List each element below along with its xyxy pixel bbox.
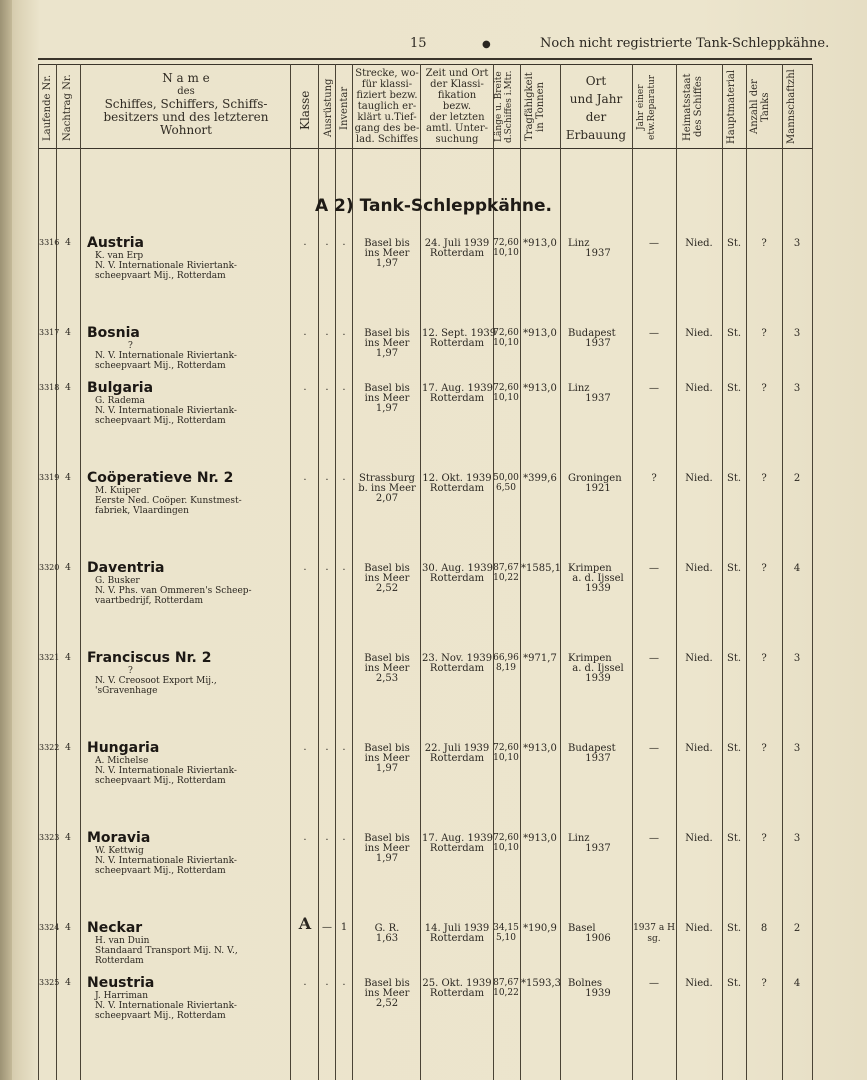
inventar-value: . [342,382,346,393]
anzahl-tanks-value: ? [761,328,767,339]
laenge-breite-line: 72,60 [493,238,519,248]
page-number: 15 [410,36,427,51]
ship-name: Coöperatieve Nr. 2 [87,470,234,486]
ship-detail-line: scheepvaart Mij., Rotterdam [95,776,226,786]
strecke-line: Basel bis [364,238,410,249]
lfd-nr: 3323 [39,833,60,842]
strecke-line: ins Meer [364,248,410,259]
ship-detail-line: scheepvaart Mij., Rotterdam [95,361,226,371]
hauptmaterial-value: St. [726,383,742,394]
laenge-breite-line: 72,60 [493,743,519,753]
nachtrag-nr: 4 [65,563,71,573]
ausruestung-value: — [322,922,332,933]
klasse-value: . [303,327,307,338]
laenge-breite-line: 6,50 [495,483,517,493]
inventar-value: . [342,742,346,753]
strecke-line: ins Meer [364,393,410,404]
zeit-line: Rotterdam [429,248,485,259]
ort-jahr-line: Budapest [568,743,616,754]
ort-jahr-line: 1939 [585,583,611,594]
strecke-line: Basel bis [364,833,410,844]
klasse-value: . [303,562,307,573]
strecke-line: 1,97 [375,403,399,414]
zeit-line: Rotterdam [429,573,485,584]
zeit-line: Rotterdam [429,753,485,764]
ship-detail-line: ? [128,666,133,676]
ship-detail-line: N. V. Creosoot Export Mij., [95,676,217,686]
col-lfd-nr: Laufende Nr. [42,74,53,142]
mannschaft-value: 3 [793,383,801,394]
nachtrag-nr: 4 [65,328,71,338]
zeit-line: 23. Nov. 1939 [422,653,493,664]
ort-jahr-line: Krimpen [568,653,612,664]
anzahl-tanks-value: ? [761,238,767,249]
col-strecke-line: lad. Schiffes [355,134,419,145]
table-row [0,235,867,295]
strecke-line: G. R. [374,923,400,934]
col-strecke-line: klärt u.Tief- [357,112,417,123]
header-bottom-rule [38,148,812,149]
header-rule-2 [38,64,812,65]
hauptmaterial-value: St. [726,563,742,574]
ship-detail-line: A. Michelse [95,756,149,766]
ship-detail-line: Rotterdam [95,956,144,966]
strecke-line: ins Meer [364,573,410,584]
strecke-line: 2,52 [375,998,399,1009]
ort-jahr-line: Bolnes [568,978,603,989]
strecke-line: 1,97 [375,763,399,774]
col-ort-jahr-line: Ort [585,74,607,88]
laenge-breite-line: 10,22 [493,988,519,998]
reparatur-value: — [649,653,659,664]
ship-name: Franciscus Nr. 2 [87,650,212,666]
strecke-line: 1,97 [375,258,399,269]
ort-jahr-line: Linz [568,238,590,249]
heimatstaat-value: Nied. [685,653,713,664]
zeit-line: 25. Okt. 1939 [422,978,492,989]
ship-detail-line: ? [128,341,133,351]
tragfaehigkeit-value: *190,9 [523,923,557,934]
ort-jahr-line: Linz [568,383,590,394]
zeit-line: 17. Aug. 1939 [422,383,493,394]
strecke-line: ins Meer [364,338,410,349]
col-name [84,72,288,137]
ausruestung-value: . [325,382,329,393]
strecke-line: 2,07 [375,493,399,504]
ship-detail-line: 'sGravenhage [95,686,158,696]
tragfaehigkeit-value: *1593,3 [521,978,561,989]
hauptmaterial-value: St. [726,923,742,934]
reparatur-value: — [649,238,659,249]
ship-detail-line: N. V. Internationale Riviertank- [95,856,237,866]
table-row [0,470,867,530]
mannschaft-value: 4 [793,978,801,989]
ausruestung-value: . [325,327,329,338]
ort-jahr-line: 1937 [585,338,611,349]
ort-jahr-line: a. d. Ijssel [572,663,624,674]
anzahl-tanks-value: ? [761,563,767,574]
zeit-line: 22. Juli 1939 [424,743,490,754]
ort-jahr-line: Linz [568,833,590,844]
heimatstaat-value: Nied. [685,383,713,394]
nachtrag-nr: 4 [65,978,71,988]
ausruestung-value: . [325,562,329,573]
ort-jahr-line: 1937 [585,248,611,259]
col-zeit-line: Zeit und Ort [425,68,489,79]
ship-name: Neustria [87,975,155,991]
zeit-line: 12. Sept. 1939 [422,328,497,339]
inventar-value: . [342,327,346,338]
col-ort-jahr-line: der [585,110,607,124]
header-dot: ● [482,39,491,50]
heimatstaat-value: Nied. [685,923,713,934]
col-ort-jahr-line: Erbauung [565,128,627,142]
col-zeit-line: bezw. [442,101,472,112]
reparatur-value: — [649,833,659,844]
ship-detail-line: scheepvaart Mij., Rotterdam [95,271,226,281]
strecke-line: Basel bis [364,383,410,394]
inventar-value: . [342,237,346,248]
laenge-breite-line: 87,67 [493,563,519,573]
col-mannschaft: Mannschaftzhl [786,69,797,145]
ship-detail-line: scheepvaart Mij., Rotterdam [95,866,226,876]
inventar-value: . [342,472,346,483]
lfd-nr: 3321 [39,653,60,662]
nachtrag-nr: 4 [65,383,71,393]
hauptmaterial-value: St. [726,328,742,339]
zeit-line: 12. Okt. 1939 [422,473,492,484]
mannschaft-value: 3 [793,833,801,844]
ort-jahr-line: 1906 [585,933,611,944]
tragfaehigkeit-value: *913,0 [523,238,557,249]
header-top-rule [38,58,812,60]
strecke-line: ins Meer [364,843,410,854]
zeit-line: 30. Aug. 1939 [422,563,493,574]
heimatstaat-value: Nied. [685,473,713,484]
ship-detail-line: H. van Duin [95,936,150,946]
col-hauptmaterial: Hauptmaterial [726,69,737,145]
mannschaft-value: 3 [793,238,801,249]
lfd-nr: 3316 [39,238,60,247]
klasse-value: . [303,237,307,248]
hauptmaterial-value: St. [726,833,742,844]
laenge-breite-line: 34,15 [493,923,519,933]
table-row [0,650,867,710]
col-inventar: Inventar [339,86,350,130]
strecke-line: 1,63 [375,933,399,944]
ort-jahr-line: Basel [568,923,596,934]
col-anzahl-tanks: Anzahl der Tanks [749,79,771,135]
zeit-line: 14. Juli 1939 [424,923,490,934]
table-row [0,740,867,800]
ship-detail-line: G. Radema [95,396,145,406]
laenge-breite-line: 10,10 [493,248,519,258]
col-name-line: Wohnort [160,123,212,137]
ship-name: Austria [87,235,144,251]
ort-jahr-line: Krimpen [568,563,612,574]
ort-jahr-line: 1939 [585,673,611,684]
laenge-breite-line: 10,22 [493,573,519,583]
col-name-line: N a m e [162,71,210,85]
klasse-value: . [303,742,307,753]
zeit-line: Rotterdam [429,483,485,494]
laenge-breite-line: 10,10 [493,753,519,763]
table-row [0,380,867,440]
anzahl-tanks-value: 8 [760,923,768,934]
nachtrag-nr: 4 [65,653,71,663]
reparatur-value: — [649,743,659,754]
ship-detail-line: N. V. Internationale Riviertank- [95,1001,237,1011]
klasse-value: . [303,977,307,988]
col-name-line: des [177,86,195,97]
ort-jahr-line: 1937 [585,753,611,764]
col-zeit-line: suchung [435,134,479,145]
ship-detail-line: M. Kuiper [95,486,141,496]
reparatur-value: 1937 a H sg. [633,923,675,944]
ort-jahr-line: Groningen [568,473,622,484]
zeit-line: 24. Juli 1939 [424,238,490,249]
ship-detail-line: N. V. Internationale Riviertank- [95,766,237,776]
tragfaehigkeit-value: *913,0 [523,743,557,754]
laenge-breite-line: 5,10 [495,933,517,943]
ship-name: Bosnia [87,325,140,341]
heimatstaat-value: Nied. [685,833,713,844]
tragfaehigkeit-value: *913,0 [523,833,557,844]
anzahl-tanks-value: ? [761,473,767,484]
reparatur-value: — [649,328,659,339]
nachtrag-nr: 4 [65,473,71,483]
anzahl-tanks-value: ? [761,743,767,754]
table-row [0,975,867,1035]
tragfaehigkeit-value: *399,6 [523,473,557,484]
mannschaft-value: 2 [793,473,801,484]
hauptmaterial-value: St. [726,653,742,664]
table-row [0,914,867,980]
col-zeit-line: amtl. Unter- [426,123,488,134]
laenge-breite-line: 10,10 [493,338,519,348]
reparatur-value: — [649,978,659,989]
ship-detail-line: N. V. Internationale Riviertank- [95,351,237,361]
col-strecke-line: Strecke, wo- [355,68,419,79]
reparatur-value: ? [651,473,657,484]
strecke-line: ins Meer [364,753,410,764]
laenge-breite-line: 10,10 [493,843,519,853]
hauptmaterial-value: St. [726,238,742,249]
anzahl-tanks-value: ? [761,653,767,664]
col-ort-jahr [562,72,630,144]
inventar-value: 1 [340,922,348,933]
zeit-line: Rotterdam [429,338,485,349]
heimatstaat-value: Nied. [685,238,713,249]
klasse-value: A [298,914,312,933]
reparatur-value: — [649,563,659,574]
mannschaft-value: 3 [793,743,801,754]
ort-jahr-line: a. d. Ijssel [572,573,624,584]
laenge-breite-line: 8,19 [495,663,517,673]
inventar-value: . [342,562,346,573]
col-ort-jahr-line: und Jahr [569,92,623,106]
col-zeit-line: fikation [437,90,477,101]
lfd-nr: 3320 [39,563,60,572]
col-strecke-line: gang des be- [354,123,420,134]
mannschaft-value: 3 [793,328,801,339]
ship-detail-line: N. V. Internationale Riviertank- [95,261,237,271]
tragfaehigkeit-value: *1585,1 [521,563,561,574]
anzahl-tanks-value: ? [761,383,767,394]
ort-jahr-line: 1937 [585,843,611,854]
strecke-line: Strassburg [359,473,415,484]
col-zeit [422,68,492,145]
strecke-line: b. ins Meer [358,483,416,494]
reparatur-value: — [649,383,659,394]
table-row [0,560,867,620]
klasse-value: . [303,472,307,483]
strecke-line: Basel bis [364,743,410,754]
inventar-value: . [342,832,346,843]
running-title: Noch nicht registrierte Tank-Schleppkähne. [540,36,830,51]
mannschaft-value: 3 [793,653,801,664]
ship-detail-line: scheepvaart Mij., Rotterdam [95,416,226,426]
anzahl-tanks-value: ? [761,978,767,989]
laenge-breite-line: 72,60 [493,833,519,843]
col-jahr-reparatur: Jahr einer etw.Reparatur [636,74,657,140]
table-row [0,830,867,890]
laenge-breite-line: 66,96 [493,653,519,663]
col-nachtrag-nr: Nachtrag Nr. [62,74,73,142]
anzahl-tanks-value: ? [761,833,767,844]
col-strecke [354,68,420,145]
lfd-nr: 3325 [39,978,60,987]
ship-name: Neckar [87,920,143,936]
laenge-breite-line: 10,10 [493,393,519,403]
laenge-breite-line: 72,60 [493,383,519,393]
laenge-breite-line: 87,67 [493,978,519,988]
ort-jahr-line: 1921 [585,483,611,494]
ship-name: Hungaria [87,740,160,756]
tragfaehigkeit-value: *971,7 [523,653,557,664]
heimatstaat-value: Nied. [685,743,713,754]
strecke-line: 1,97 [375,853,399,864]
strecke-line: ins Meer [364,988,410,999]
klasse-value: . [303,832,307,843]
mannschaft-value: 4 [793,563,801,574]
col-heimatstaat: Heimatsstaat des Schiffes [682,73,704,141]
ship-name: Bulgaria [87,380,154,396]
zeit-line: Rotterdam [429,933,485,944]
strecke-line: Basel bis [364,978,410,989]
ship-detail-line: Standaard Transport Mij. N. V., [95,946,238,956]
zeit-line: Rotterdam [429,393,485,404]
col-strecke-line: für klassi- [361,79,413,90]
strecke-line: 1,97 [375,348,399,359]
ship-detail-line: vaartbedrijf, Rotterdam [95,596,204,606]
zeit-line: Rotterdam [429,843,485,854]
ship-detail-line: J. Harriman [95,991,149,1001]
col-zeit-line: der letzten [429,112,485,123]
col-name-line: Schiffes, Schiffers, Schiffs- [104,97,268,111]
lfd-nr: 3318 [39,383,60,392]
ausruestung-value: . [325,472,329,483]
col-strecke-line: tauglich er- [357,101,417,112]
ship-detail-line: W. Kettwig [95,846,144,856]
ship-name: Moravia [87,830,151,846]
hauptmaterial-value: St. [726,978,742,989]
nachtrag-nr: 4 [65,833,71,843]
inventar-value: . [342,977,346,988]
ship-detail-line: Eerste Ned. Coöper. Kunstmest- [95,496,242,506]
ort-jahr-line: 1939 [585,988,611,999]
strecke-line: 2,53 [375,673,399,684]
zeit-line: 17. Aug. 1939 [422,833,493,844]
book-spine [0,0,12,1080]
lfd-nr: 3317 [39,328,60,337]
strecke-line: Basel bis [364,563,410,574]
zeit-line: Rotterdam [429,988,485,999]
table-row [0,325,867,385]
ship-detail-line: fabriek, Vlaardingen [95,506,189,516]
ausruestung-value: . [325,742,329,753]
ship-detail-line: scheepvaart Mij., Rotterdam [95,1011,226,1021]
mannschaft-value: 2 [793,923,801,934]
strecke-line: ins Meer [364,663,410,674]
section-title: A 2) Tank-Schleppkähne. [314,196,553,216]
nachtrag-nr: 4 [65,923,71,933]
ausruestung-value: . [325,237,329,248]
strecke-line: Basel bis [364,653,410,664]
laenge-breite-line: 50,00 [493,473,519,483]
tragfaehigkeit-value: *913,0 [523,328,557,339]
ort-jahr-line: Budapest [568,328,616,339]
ausruestung-value: . [325,832,329,843]
ship-detail-line: N. V. Internationale Riviertank- [95,406,237,416]
lfd-nr: 3322 [39,743,60,752]
lfd-nr: 3319 [39,473,60,482]
col-ausruestung: Ausrüstung [323,78,334,138]
nachtrag-nr: 4 [65,238,71,248]
hauptmaterial-value: St. [726,743,742,754]
strecke-line: 2,52 [375,583,399,594]
heimatstaat-value: Nied. [685,328,713,339]
ship-name: Daventria [87,560,165,576]
nachtrag-nr: 4 [65,743,71,753]
heimatstaat-value: Nied. [685,978,713,989]
hauptmaterial-value: St. [726,473,742,484]
strecke-line: Basel bis [364,328,410,339]
ship-detail-line: K. van Erp [95,251,144,261]
col-strecke-line: fiziert bezw. [356,90,418,101]
tragfaehigkeit-value: *913,0 [523,383,557,394]
klasse-value: . [303,382,307,393]
zeit-line: Rotterdam [429,663,485,674]
col-tragfaehigkeit: Tragfähigkeit in Tonnen [524,72,546,142]
ausruestung-value: . [325,977,329,988]
ort-jahr-line: 1937 [585,393,611,404]
col-zeit-line: der Klassi- [430,79,484,90]
lfd-nr: 3324 [39,923,60,932]
col-name-line: besitzers und des letzteren [103,110,269,124]
laenge-breite-line: 72,60 [493,328,519,338]
ship-detail-line: G. Busker [95,576,140,586]
ship-detail-line: N. V. Phs. van Ommeren's Scheep- [95,586,252,596]
col-laenge-breite: Länge u. Breite d.Schiffes i.Mtr. [494,70,514,144]
heimatstaat-value: Nied. [685,563,713,574]
col-klasse: Klasse [298,90,312,130]
